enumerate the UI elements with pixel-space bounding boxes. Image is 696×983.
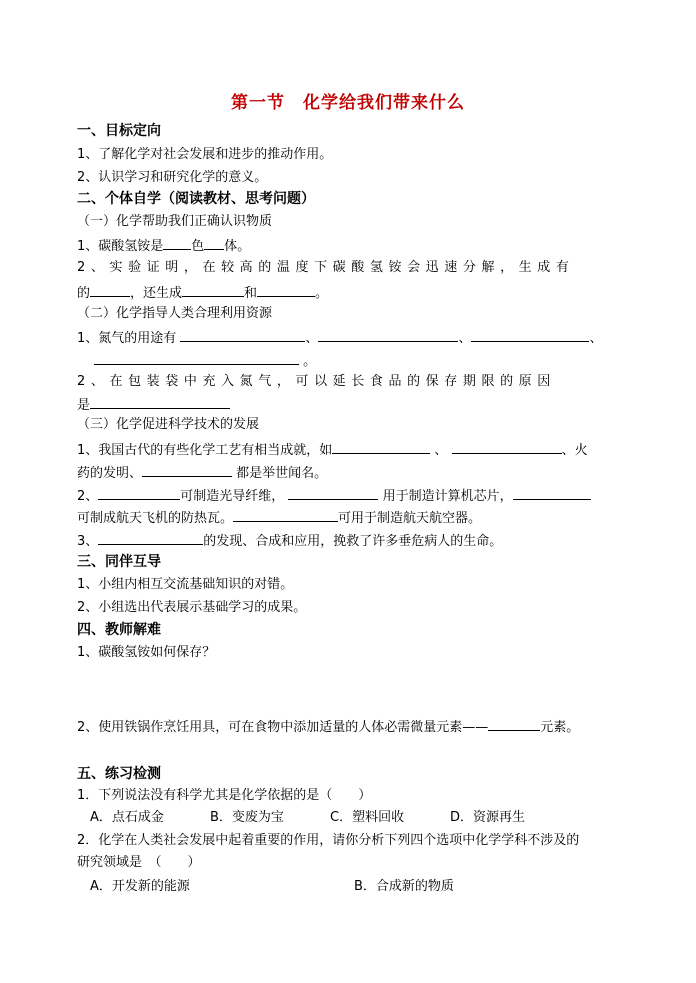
question-line: 3、 的发现、合成和应用，挽救了许多垂危病人的生命。 bbox=[77, 534, 503, 549]
question-line: 药的发明、 都是举世闻名。 bbox=[77, 466, 328, 481]
blank[interactable] bbox=[204, 237, 224, 250]
exercise-question-2-options bbox=[90, 879, 504, 895]
question-line: 2、实验证明，在较高的温度下碳酸氢铵会迅速分解，生成有 bbox=[77, 260, 575, 275]
peer-item-1: 1、小组内相互交流基础知识的对错。 bbox=[77, 577, 294, 592]
section-heading-exercise: 五、练习检测 bbox=[77, 766, 161, 782]
question-line: 1、我国古代的有些化学工艺有相当成就，如 、 、火 bbox=[77, 443, 588, 458]
exercise-question-1-stem: 1．下列说法没有科学尤其是化学依据的是（ ） bbox=[77, 788, 372, 803]
section-heading-teacher: 四、教师解难 bbox=[77, 622, 161, 638]
blank[interactable] bbox=[288, 487, 378, 500]
question-line: 的 ，还生成 和 。 bbox=[77, 286, 329, 301]
question-line: 是 bbox=[77, 396, 230, 414]
blank[interactable] bbox=[94, 352, 299, 365]
blank[interactable] bbox=[257, 284, 315, 297]
goal-item-2: 2、认识学习和研究化学的意义。 bbox=[77, 170, 268, 185]
subsection-title-3: （三）化学促进科学技术的发展 bbox=[77, 417, 260, 432]
option-c[interactable]: C．塑料回收 bbox=[330, 810, 405, 825]
peer-item-2: 2、小组选出代表展示基础学习的成果。 bbox=[77, 600, 307, 615]
blank[interactable] bbox=[98, 532, 203, 545]
question-line: 2、 可制造光导纤维， 用于制造计算机芯片， bbox=[77, 487, 591, 505]
page-title: 第一节 化学给我们带来什么 bbox=[231, 93, 465, 113]
blank[interactable] bbox=[318, 329, 458, 342]
blank[interactable] bbox=[90, 284, 130, 297]
blank[interactable] bbox=[471, 329, 589, 342]
blank[interactable] bbox=[182, 284, 244, 297]
goal-item-1: 1、了解化学对社会发展和进步的推动作用。 bbox=[77, 147, 333, 162]
blank[interactable] bbox=[513, 487, 591, 500]
exercise-question-2-stem: 2．化学在人类社会发展中起着重要的作用，请你分析下列四个选项中化学学科不涉及的 bbox=[77, 833, 580, 848]
subsection-title-1: （一）化学帮助我们正确认识物质 bbox=[77, 214, 273, 229]
teacher-question-2: 2、使用铁锅作烹饪用具，可在食物中添加适量的人体必需微量元素—— 元素。 bbox=[77, 720, 580, 735]
option-a[interactable]: A．开发新的能源 bbox=[90, 879, 190, 894]
option-a[interactable]: A．点石成金 bbox=[90, 810, 164, 825]
option-d[interactable]: D．资源再生 bbox=[450, 810, 526, 825]
blank[interactable] bbox=[98, 487, 180, 500]
question-line: 1、碳酸氢铵是 色 体。 bbox=[77, 239, 251, 254]
blank[interactable] bbox=[90, 396, 230, 409]
section-heading-goals: 一、目标定向 bbox=[77, 123, 161, 139]
blank[interactable] bbox=[163, 237, 191, 250]
teacher-question-1: 1、碳酸氢铵如何保存？ bbox=[77, 645, 216, 660]
option-b[interactable]: B．合成新的物质 bbox=[354, 879, 454, 894]
question-line: 2、在包装袋中充入氮气，可以延长食品的保存期限的原因 bbox=[77, 374, 556, 389]
blank[interactable] bbox=[180, 329, 305, 342]
question-line: 。 bbox=[94, 352, 316, 370]
blank[interactable] bbox=[142, 464, 232, 477]
blank[interactable] bbox=[452, 441, 562, 454]
section-heading-self-study: 二、个体自学（阅读教材、思考问题） bbox=[77, 191, 315, 207]
blank[interactable] bbox=[488, 718, 540, 731]
question-line: 1、氮气的用途有 、 、 、 bbox=[77, 331, 603, 346]
exercise-question-2-stem: 研究领域是 （ ） bbox=[77, 855, 201, 870]
question-line: 可制成航天飞机的防热瓦。 可用于制造航天航空器。 bbox=[77, 511, 482, 526]
blank[interactable] bbox=[233, 509, 338, 522]
option-b[interactable]: B．变废为宝 bbox=[210, 810, 284, 825]
blank[interactable] bbox=[332, 441, 430, 454]
exercise-question-1-options bbox=[90, 810, 560, 826]
subsection-title-2: （二）化学指导人类合理利用资源 bbox=[77, 306, 273, 321]
section-heading-peer: 三、同伴互导 bbox=[77, 554, 161, 570]
